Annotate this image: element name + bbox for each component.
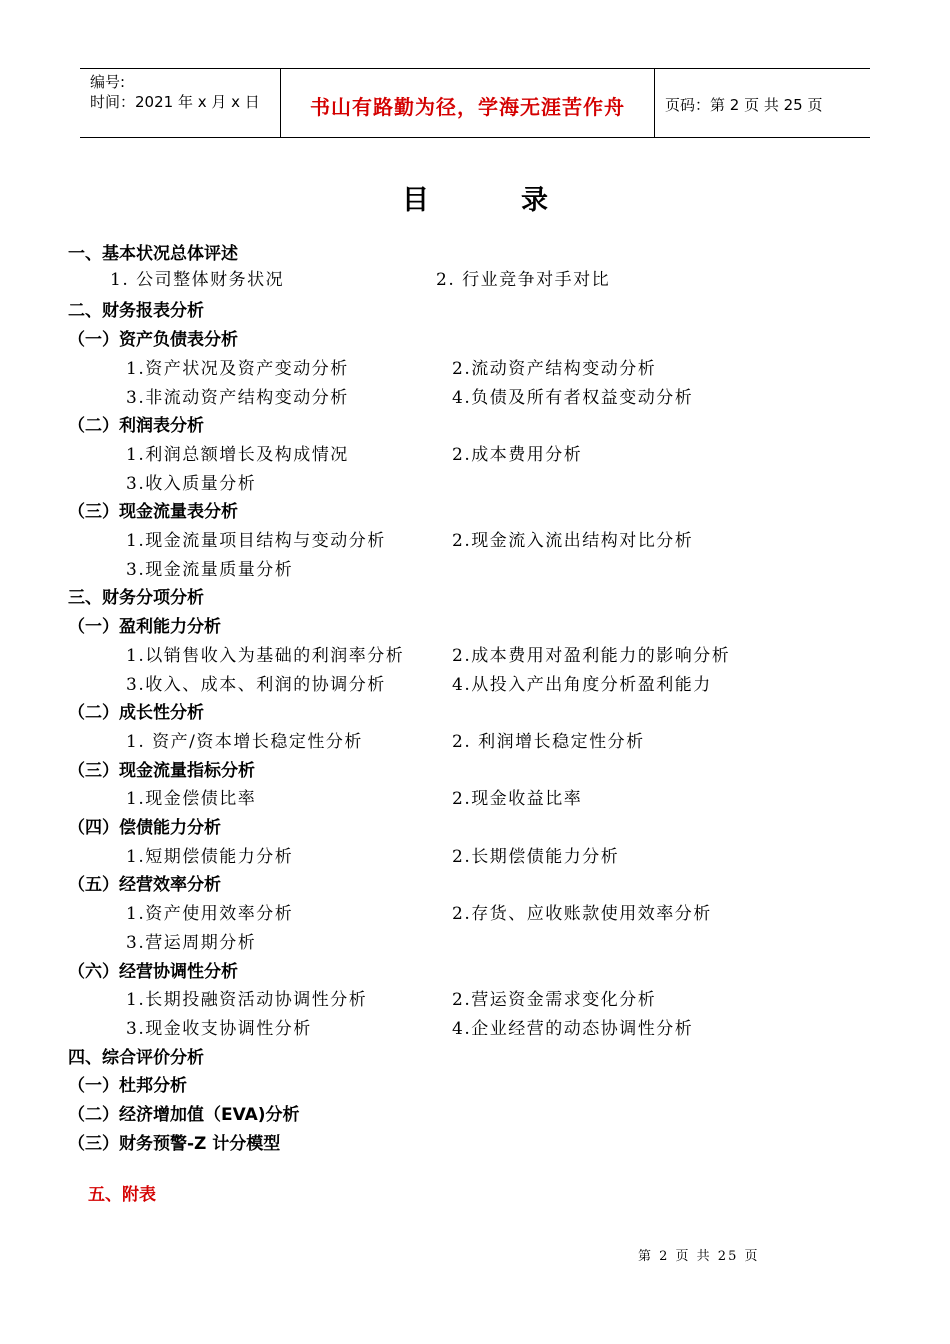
time-label: 时间：2021 年 x 月 x 日 [90,93,260,111]
toc-item: 4.从投入产出角度分析盈利能力 [452,675,712,695]
toc-item: 1.现金偿债比率 [126,789,257,809]
toc-subsection: （三）现金流量表分析 [68,502,238,522]
toc-item: 2. 利润增长稳定性分析 [452,732,645,752]
toc-item: 2.现金收益比率 [452,789,583,809]
toc-section-3: 三、财务分项分析 [68,588,204,608]
toc-item: 1.现金流量项目结构与变动分析 [126,531,386,551]
toc-item: 2.长期偿债能力分析 [452,847,620,867]
toc-item: 4.负债及所有者权益变动分析 [452,388,694,408]
toc-subsection: （四）偿债能力分析 [68,818,221,838]
toc-item: 1.以销售收入为基础的利润率分析 [126,646,405,666]
header-meta-cell [80,69,280,137]
toc-item: 1.资产使用效率分析 [126,904,294,924]
toc-item: 2.存货、应收账款使用效率分析 [452,904,712,924]
toc-section-4: 四、综合评价分析 [68,1048,204,1068]
toc-item: 3.现金收支协调性分析 [126,1019,312,1039]
toc-item: 1. 资产/资本增长稳定性分析 [126,732,363,752]
toc-section-2: 二、财务报表分析 [68,301,204,321]
toc-item: 1.资产状况及资产变动分析 [126,359,349,379]
page-code: 页码：第 2 页 共 25 页 [665,96,823,114]
toc-subsection: （五）经营效率分析 [68,875,221,895]
toc-item: 2.营运资金需求变化分析 [452,990,657,1010]
toc-section-5: 五、附表 [88,1185,156,1205]
header-page-cell [655,69,870,137]
page-footer: 第 2 页 共 25 页 [638,1249,760,1264]
toc-item: 1. 公司整体财务状况 [110,270,285,290]
toc-item: 2.流动资产结构变动分析 [452,359,657,379]
toc-subsection: （三）财务预警-Z 计分模型 [68,1134,281,1154]
toc-item: 3.营运周期分析 [126,933,257,953]
motto-text: 书山有路勤为径，学海无涯苦作舟 [310,95,625,119]
toc-item: 1.短期偿债能力分析 [126,847,294,867]
toc-item: 1.利润总额增长及构成情况 [126,445,349,465]
toc-subsection: （三）现金流量指标分析 [68,761,255,781]
toc-subsection: （二）经济增加值（EVA)分析 [68,1105,300,1125]
toc-item: 2.成本费用对盈利能力的影响分析 [452,646,731,666]
toc-title: 目录 [402,185,640,216]
toc-item: 3.现金流量质量分析 [126,560,294,580]
toc-subsection: （二）利润表分析 [68,416,204,436]
toc-subsection: （一）资产负债表分析 [68,330,238,350]
toc-item: 3.收入、成本、利润的协调分析 [126,675,386,695]
toc-item: 2. 行业竞争对手对比 [436,270,611,290]
toc-subsection: （六）经营协调性分析 [68,962,238,982]
number-label: 编号: [90,73,126,91]
toc-subsection: （一）盈利能力分析 [68,617,221,637]
header-motto-cell [280,69,655,137]
toc-subsection: （二）成长性分析 [68,703,204,723]
toc-section-1: 一、基本状况总体评述 [68,244,238,264]
toc-item: 1.长期投融资活动协调性分析 [126,990,368,1010]
toc-subsection: （一）杜邦分析 [68,1076,187,1096]
toc-item: 4.企业经营的动态协调性分析 [452,1019,694,1039]
toc-item: 3.非流动资产结构变动分析 [126,388,349,408]
document-header [80,68,870,138]
toc-item: 2.成本费用分析 [452,445,583,465]
toc-item: 3.收入质量分析 [126,474,257,494]
toc-item: 2.现金流入流出结构对比分析 [452,531,694,551]
